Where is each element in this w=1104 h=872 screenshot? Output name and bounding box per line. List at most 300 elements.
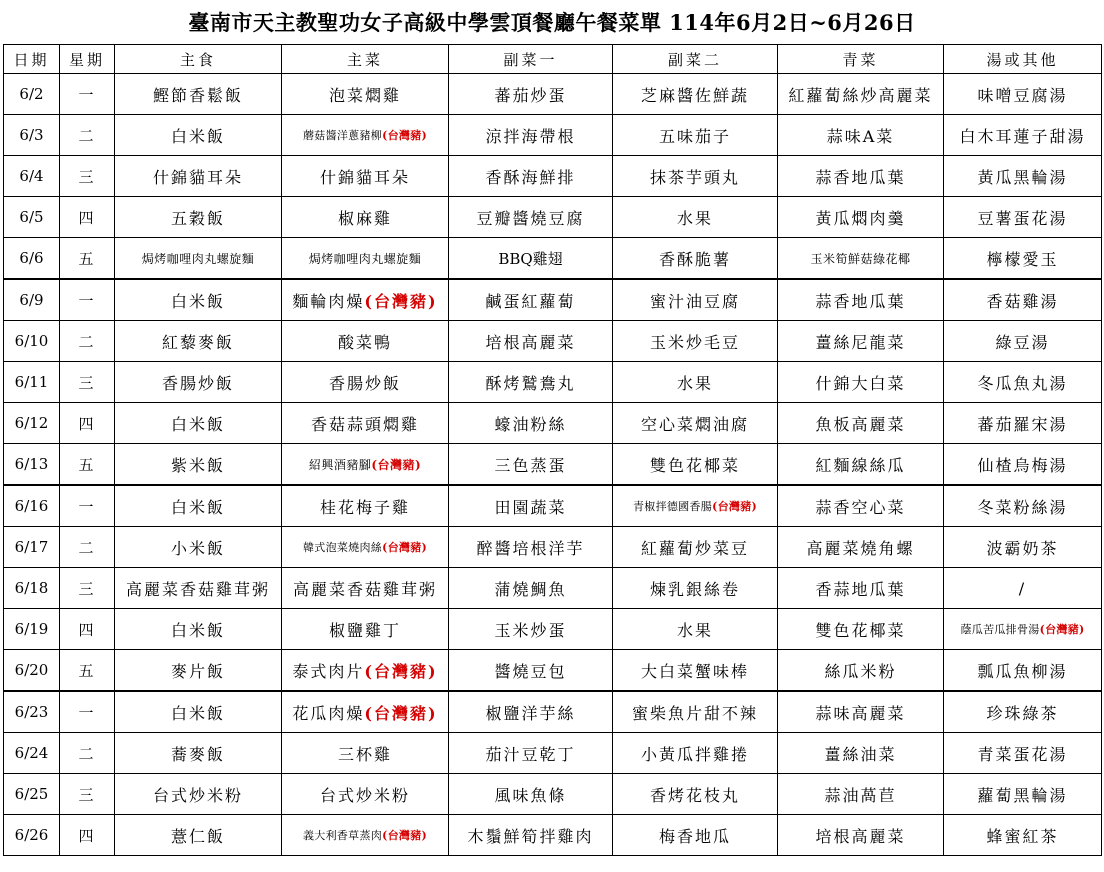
main-dish-cell-text: 蘑菇醬洋蔥豬柳	[302, 129, 383, 142]
main-dish-cell-text: 香腸炒飯	[328, 373, 401, 393]
header-staple: 主食	[115, 45, 282, 74]
side-dish-1-cell	[449, 279, 613, 321]
staple-cell-text: 紅藜麥飯	[161, 332, 234, 352]
date-cell	[4, 444, 60, 486]
main-dish-cell	[282, 403, 449, 444]
date-cell	[4, 691, 60, 733]
staple-cell	[115, 74, 282, 115]
staple-cell	[115, 444, 282, 486]
vegetable-cell	[778, 279, 944, 321]
side-dish-1-cell	[449, 691, 613, 733]
side-dish-1-cell-text: BBQ雞翅	[498, 249, 563, 268]
main-dish-cell-text: 高麗菜香菇雞茸粥	[292, 579, 437, 599]
soup-cell	[944, 321, 1102, 362]
staple-cell-text: 小米飯	[170, 538, 225, 558]
vegetable-cell-text: 黃瓜燜肉羹	[815, 208, 906, 228]
header-weekday: 星期	[60, 45, 115, 74]
side-dish-1-cell	[449, 733, 613, 774]
vegetable-cell	[778, 815, 944, 856]
soup-cell-text: 蜂蜜紅茶	[986, 826, 1059, 846]
taiwan-pork-label: (台灣豬)	[364, 661, 438, 681]
side-dish-1-cell-text: 涼拌海帶根	[485, 126, 576, 146]
soup-cell-text: 蔭瓜苦瓜排骨湯	[960, 623, 1040, 636]
menu-row	[4, 362, 1102, 403]
menu-row	[4, 279, 1102, 321]
date-cell-text: 6/11	[14, 373, 49, 391]
weekday-cell	[60, 115, 115, 156]
staple-cell-text: 白米飯	[170, 126, 225, 146]
side-dish-1-cell	[449, 568, 613, 609]
main-dish-cell	[282, 444, 449, 486]
vegetable-cell-text: 蒜油萵苣	[824, 785, 897, 805]
taiwan-pork-label: (台灣豬)	[382, 129, 428, 142]
side-dish-2-cell	[613, 279, 778, 321]
vegetable-cell	[778, 691, 944, 733]
soup-cell-text: 瓢瓜魚柳湯	[977, 661, 1068, 681]
side-dish-2-cell	[613, 568, 778, 609]
vegetable-cell	[778, 156, 944, 197]
vegetable-cell	[778, 485, 944, 527]
menu-row	[4, 815, 1102, 856]
weekday-cell	[60, 691, 115, 733]
staple-cell	[115, 774, 282, 815]
side-dish-2-cell-text: 空心菜燜油腐	[640, 414, 749, 434]
side-dish-2-cell	[613, 74, 778, 115]
soup-cell	[944, 485, 1102, 527]
vegetable-cell	[778, 403, 944, 444]
side-dish-1-cell	[449, 321, 613, 362]
side-dish-2-cell	[613, 774, 778, 815]
staple-cell-text: 高麗菜香菇雞茸粥	[125, 579, 270, 599]
menu-row	[4, 609, 1102, 650]
date-cell	[4, 197, 60, 238]
side-dish-2-cell	[613, 156, 778, 197]
weekday-cell-text: 三	[78, 785, 96, 804]
vegetable-cell	[778, 238, 944, 280]
side-dish-2-cell-text: 芝麻醬佐鮮蔬	[640, 85, 749, 105]
soup-cell-text: 冬菜粉絲湯	[977, 497, 1068, 517]
weekday-cell	[60, 609, 115, 650]
side-dish-2-cell-text: 抹茶芋頭丸	[649, 167, 740, 187]
side-dish-2-cell-text: 玉米炒毛豆	[649, 332, 740, 352]
side-dish-1-cell	[449, 74, 613, 115]
weekday-cell	[60, 362, 115, 403]
main-dish-cell	[282, 156, 449, 197]
side-dish-1-cell	[449, 197, 613, 238]
weekday-cell-text: 五	[78, 661, 96, 680]
vegetable-cell	[778, 527, 944, 568]
weekday-cell	[60, 650, 115, 692]
weekday-cell-text: 三	[78, 167, 96, 186]
vegetable-cell-text: 香蒜地瓜葉	[815, 579, 906, 599]
side-dish-1-cell	[449, 403, 613, 444]
side-dish-1-cell	[449, 115, 613, 156]
date-cell-text: 6/24	[14, 744, 49, 762]
menu-row	[4, 774, 1102, 815]
side-dish-2-cell-text: 青椒拌德國香腸	[632, 500, 713, 513]
weekday-cell	[60, 279, 115, 321]
side-dish-2-cell-text: 煉乳銀絲卷	[649, 579, 740, 599]
date-cell-text: 6/25	[14, 785, 49, 803]
soup-cell-text: 冬瓜魚丸湯	[977, 373, 1068, 393]
header-side-dish-1: 副菜一	[449, 45, 613, 74]
main-dish-cell-text: 香菇蒜頭燜雞	[310, 414, 419, 434]
soup-cell-text: 珍珠綠茶	[986, 703, 1059, 723]
menu-row	[4, 403, 1102, 444]
weekday-cell	[60, 527, 115, 568]
staple-cell-text: 鰹節香鬆飯	[152, 85, 243, 105]
side-dish-2-cell	[613, 691, 778, 733]
vegetable-cell-text: 蒜味A菜	[826, 126, 895, 146]
vegetable-cell-text: 培根高麗菜	[815, 826, 906, 846]
date-cell-text: 6/18	[14, 579, 49, 597]
weekday-cell-text: 四	[78, 208, 96, 227]
vegetable-cell	[778, 444, 944, 486]
side-dish-2-cell	[613, 321, 778, 362]
soup-cell-text: 波霸奶茶	[986, 538, 1059, 558]
staple-cell	[115, 568, 282, 609]
main-dish-cell	[282, 485, 449, 527]
soup-cell-text: 檸檬愛玉	[986, 249, 1059, 269]
side-dish-1-cell-text: 鹹蛋紅蘿蔔	[485, 291, 576, 311]
side-dish-1-cell-text: 茄汁豆乾丁	[485, 744, 576, 764]
main-dish-cell-text: 韓式泡菜燒肉絲	[302, 541, 383, 554]
date-cell	[4, 733, 60, 774]
side-dish-2-cell-text: 水果	[676, 373, 713, 393]
main-dish-cell-text: 椒麻雞	[337, 208, 392, 228]
taiwan-pork-label: (台灣豬)	[364, 291, 438, 311]
side-dish-1-cell-text: 酥烤鷲鴦丸	[485, 373, 576, 393]
date-cell-text: 6/23	[14, 703, 49, 721]
header-date: 日期	[4, 45, 60, 74]
main-dish-cell	[282, 238, 449, 280]
side-dish-1-cell	[449, 650, 613, 692]
side-dish-1-cell-text: 木鬚鮮筍拌雞肉	[467, 826, 594, 846]
date-cell	[4, 238, 60, 280]
side-dish-2-cell-text: 小黃瓜拌雞捲	[640, 744, 749, 764]
page-title: 臺南市天主教聖功女子高級中學雲頂餐廳午餐菜單 114年6月2日~6月26日	[188, 10, 916, 35]
main-dish-cell	[282, 650, 449, 692]
main-dish-cell-text: 紹興酒豬腳	[308, 457, 372, 472]
weekday-cell-text: 四	[78, 620, 96, 639]
main-dish-cell	[282, 362, 449, 403]
menu-row	[4, 115, 1102, 156]
menu-body	[4, 74, 1102, 856]
soup-cell-text: 綠豆湯	[995, 332, 1050, 352]
side-dish-1-cell-text: 玉米炒蛋	[494, 620, 567, 640]
side-dish-2-cell-text: 紅蘿蔔炒菜豆	[640, 538, 749, 558]
vegetable-cell-text: 什錦大白菜	[815, 373, 906, 393]
date-cell	[4, 650, 60, 692]
staple-cell	[115, 650, 282, 692]
soup-cell-text: 白木耳蓮子甜湯	[959, 126, 1086, 146]
weekday-cell-text: 三	[78, 373, 96, 392]
weekday-cell-text: 一	[78, 497, 96, 516]
staple-cell	[115, 527, 282, 568]
date-cell-text: 6/10	[14, 332, 49, 350]
vegetable-cell	[778, 774, 944, 815]
soup-cell	[944, 815, 1102, 856]
soup-cell-text: 味噌豆腐湯	[977, 85, 1068, 105]
side-dish-1-cell	[449, 156, 613, 197]
vegetable-cell-text: 高麗菜燒角螺	[806, 538, 915, 558]
menu-row	[4, 197, 1102, 238]
weekday-cell	[60, 74, 115, 115]
soup-cell	[944, 74, 1102, 115]
vegetable-cell-text: 雙色花椰菜	[815, 620, 906, 640]
vegetable-cell-text: 蒜香地瓜葉	[815, 291, 906, 311]
staple-cell-text: 白米飯	[170, 620, 225, 640]
side-dish-2-cell-text: 香酥脆薯	[658, 249, 731, 269]
date-cell	[4, 568, 60, 609]
soup-cell	[944, 733, 1102, 774]
header-main-dish: 主菜	[282, 45, 449, 74]
main-dish-cell-text: 泡菜燜雞	[328, 85, 401, 105]
main-dish-cell	[282, 74, 449, 115]
side-dish-2-cell	[613, 115, 778, 156]
taiwan-pork-label: (台灣豬)	[712, 500, 758, 513]
side-dish-2-cell	[613, 650, 778, 692]
weekday-cell	[60, 485, 115, 527]
soup-cell	[944, 115, 1102, 156]
taiwan-pork-label: (台灣豬)	[371, 457, 422, 472]
side-dish-1-cell-text: 豆瓣醬燒豆腐	[476, 208, 585, 228]
vegetable-cell-text: 蒜味高麗菜	[815, 703, 906, 723]
main-dish-cell	[282, 568, 449, 609]
soup-cell	[944, 691, 1102, 733]
staple-cell	[115, 691, 282, 733]
main-dish-cell-text: 麵輪肉燥	[292, 291, 365, 311]
vegetable-cell-text: 絲瓜米粉	[824, 661, 897, 681]
weekday-cell-text: 二	[78, 126, 96, 145]
side-dish-1-cell-text: 田園蔬菜	[494, 497, 567, 517]
menu-row	[4, 568, 1102, 609]
soup-cell	[944, 362, 1102, 403]
main-dish-cell	[282, 321, 449, 362]
side-dish-2-cell-text: 大白菜蟹味棒	[640, 661, 749, 681]
soup-cell	[944, 279, 1102, 321]
main-dish-cell	[282, 279, 449, 321]
main-dish-cell-text: 焗烤咖哩肉丸螺旋麵	[308, 251, 422, 266]
taiwan-pork-label: (台灣豬)	[364, 703, 438, 723]
main-dish-cell	[282, 733, 449, 774]
main-dish-cell-text: 義大利香草蒸肉	[302, 829, 383, 842]
side-dish-2-cell-text: 五味茄子	[658, 126, 731, 146]
menu-row	[4, 733, 1102, 774]
main-dish-cell	[282, 527, 449, 568]
menu-row	[4, 650, 1102, 692]
side-dish-1-cell	[449, 815, 613, 856]
date-cell	[4, 115, 60, 156]
side-dish-1-cell-text: 醉醬培根洋芋	[476, 538, 585, 558]
vegetable-cell-text: 薑絲尼龍菜	[815, 332, 906, 352]
staple-cell	[115, 733, 282, 774]
main-dish-cell	[282, 115, 449, 156]
staple-cell	[115, 815, 282, 856]
weekday-cell-text: 二	[78, 744, 96, 763]
vegetable-cell-text: 蒜香地瓜葉	[815, 167, 906, 187]
main-dish-cell	[282, 774, 449, 815]
main-dish-cell-text: 酸菜鴨	[337, 332, 392, 352]
staple-cell	[115, 197, 282, 238]
soup-cell-text: /	[1018, 578, 1027, 598]
menu-row	[4, 238, 1102, 280]
side-dish-1-cell	[449, 609, 613, 650]
staple-cell-text: 什錦貓耳朵	[152, 167, 243, 187]
main-dish-cell-text: 什錦貓耳朵	[319, 167, 410, 187]
vegetable-cell	[778, 197, 944, 238]
soup-cell-text: 黃瓜黑輪湯	[977, 167, 1068, 187]
side-dish-1-cell	[449, 238, 613, 280]
vegetable-cell-text: 魚板高麗菜	[815, 414, 906, 434]
side-dish-1-cell-text: 蕃茄炒蛋	[494, 85, 567, 105]
vegetable-cell-text: 蒜香空心菜	[815, 497, 906, 517]
staple-cell-text: 蕎麥飯	[170, 744, 225, 764]
weekday-cell-text: 三	[78, 579, 96, 598]
main-dish-cell-text: 椒鹽雞丁	[328, 620, 401, 640]
date-cell-text: 6/6	[19, 249, 44, 267]
menu-row	[4, 74, 1102, 115]
side-dish-2-cell-text: 雙色花椰菜	[649, 455, 740, 475]
staple-cell-text: 白米飯	[170, 414, 225, 434]
menu-row	[4, 485, 1102, 527]
side-dish-2-cell	[613, 362, 778, 403]
menu-row	[4, 321, 1102, 362]
vegetable-cell-text: 薑絲油菜	[824, 744, 897, 764]
date-cell-text: 6/16	[14, 497, 49, 515]
menu-row	[4, 691, 1102, 733]
staple-cell	[115, 321, 282, 362]
vegetable-cell	[778, 568, 944, 609]
main-dish-cell	[282, 197, 449, 238]
date-cell-text: 6/2	[19, 85, 44, 103]
side-dish-2-cell	[613, 444, 778, 486]
vegetable-cell	[778, 362, 944, 403]
side-dish-1-cell	[449, 774, 613, 815]
date-cell	[4, 279, 60, 321]
staple-cell-text: 香腸炒飯	[161, 373, 234, 393]
soup-cell	[944, 238, 1102, 280]
date-cell	[4, 74, 60, 115]
side-dish-2-cell	[613, 238, 778, 280]
weekday-cell	[60, 197, 115, 238]
vegetable-cell	[778, 115, 944, 156]
side-dish-1-cell-text: 椒鹽洋芋絲	[485, 703, 576, 723]
date-cell-text: 6/4	[19, 167, 44, 185]
staple-cell	[115, 362, 282, 403]
side-dish-1-cell-text: 蠔油粉絲	[494, 414, 567, 434]
weekday-cell	[60, 444, 115, 486]
date-cell-text: 6/5	[19, 208, 44, 226]
side-dish-2-cell	[613, 815, 778, 856]
menu-row	[4, 156, 1102, 197]
staple-cell-text: 五穀飯	[170, 208, 225, 228]
vegetable-cell	[778, 733, 944, 774]
side-dish-1-cell-text: 醬燒豆包	[494, 661, 567, 681]
staple-cell	[115, 238, 282, 280]
soup-cell	[944, 527, 1102, 568]
staple-cell-text: 焗烤咖哩肉丸螺旋麵	[141, 251, 255, 266]
staple-cell-text: 薏仁飯	[170, 826, 225, 846]
staple-cell	[115, 156, 282, 197]
side-dish-2-cell	[613, 485, 778, 527]
weekday-cell-text: 四	[78, 414, 96, 433]
date-cell-text: 6/19	[14, 620, 49, 638]
side-dish-2-cell-text: 梅香地瓜	[658, 826, 731, 846]
taiwan-pork-label: (台灣豬)	[382, 541, 428, 554]
date-cell	[4, 609, 60, 650]
soup-cell-text: 蕃茄羅宋湯	[977, 414, 1068, 434]
side-dish-1-cell-text: 風味魚條	[494, 785, 567, 805]
staple-cell	[115, 485, 282, 527]
side-dish-1-cell	[449, 362, 613, 403]
weekday-cell	[60, 321, 115, 362]
vegetable-cell-text: 紅麵線絲瓜	[815, 455, 906, 475]
side-dish-2-cell-text: 水果	[676, 208, 713, 228]
weekday-cell-text: 一	[78, 703, 96, 722]
staple-cell-text: 麥片飯	[170, 661, 225, 681]
staple-cell	[115, 609, 282, 650]
side-dish-2-cell	[613, 733, 778, 774]
side-dish-2-cell-text: 水果	[676, 620, 713, 640]
soup-cell-text: 香菇雞湯	[986, 291, 1059, 311]
soup-cell-text: 蘿蔔黑輪湯	[977, 785, 1068, 805]
main-dish-cell-text: 桂花梅子雞	[319, 497, 410, 517]
date-cell-text: 6/20	[14, 661, 49, 679]
side-dish-1-cell	[449, 444, 613, 486]
vegetable-cell	[778, 74, 944, 115]
header-row	[4, 45, 1102, 74]
soup-cell	[944, 403, 1102, 444]
vegetable-cell-text: 紅蘿蔔絲炒高麗菜	[788, 85, 933, 105]
weekday-cell	[60, 774, 115, 815]
date-cell	[4, 403, 60, 444]
side-dish-2-cell-text: 蜜柴魚片甜不辣	[631, 703, 758, 723]
date-cell	[4, 362, 60, 403]
soup-cell-text: 豆薯蛋花湯	[977, 208, 1068, 228]
weekday-cell	[60, 156, 115, 197]
side-dish-2-cell	[613, 197, 778, 238]
soup-cell	[944, 444, 1102, 486]
soup-cell	[944, 156, 1102, 197]
weekday-cell-text: 一	[78, 85, 96, 104]
taiwan-pork-label: (台灣豬)	[382, 829, 428, 842]
side-dish-1-cell-text: 蒲燒鯛魚	[494, 579, 567, 599]
weekday-cell-text: 五	[78, 455, 96, 474]
weekday-cell-text: 四	[78, 826, 96, 845]
side-dish-2-cell-text: 蜜汁油豆腐	[649, 291, 740, 311]
vegetable-cell	[778, 609, 944, 650]
weekday-cell	[60, 403, 115, 444]
main-dish-cell	[282, 691, 449, 733]
staple-cell-text: 紫米飯	[170, 455, 225, 475]
side-dish-1-cell-text: 香酥海鮮排	[485, 167, 576, 187]
side-dish-2-cell-text: 香烤花枝丸	[649, 785, 740, 805]
date-cell-text: 6/17	[14, 538, 49, 556]
date-cell	[4, 815, 60, 856]
soup-cell	[944, 650, 1102, 692]
side-dish-2-cell	[613, 609, 778, 650]
soup-cell	[944, 774, 1102, 815]
date-cell	[4, 485, 60, 527]
vegetable-cell	[778, 321, 944, 362]
soup-cell	[944, 609, 1102, 650]
weekday-cell-text: 二	[78, 538, 96, 557]
soup-cell-text: 仙楂烏梅湯	[977, 455, 1068, 475]
date-cell-text: 6/13	[14, 455, 49, 473]
weekday-cell	[60, 815, 115, 856]
vegetable-cell	[778, 650, 944, 692]
